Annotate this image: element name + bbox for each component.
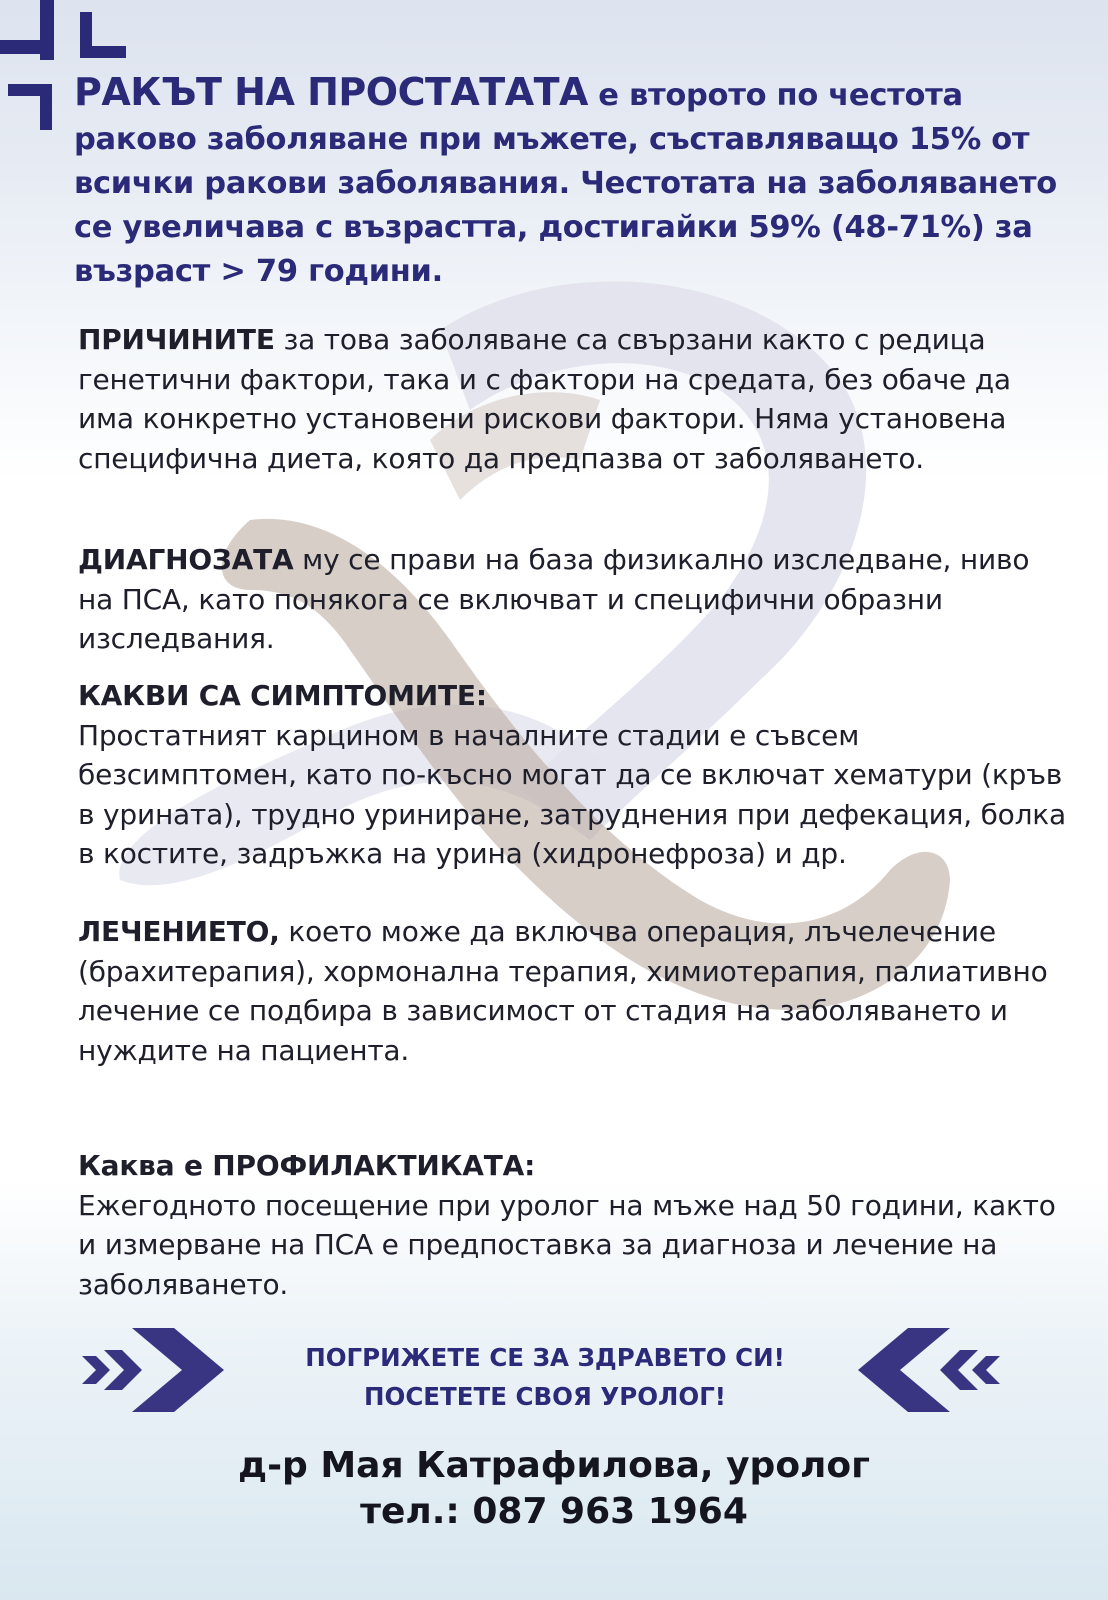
cta-line-1: ПОГРИЖЕТЕ СЕ ЗА ЗДРАВЕТО СИ! [305,1343,785,1372]
symptoms-heading: КАКВИ СА СИМПТОМИТЕ: [78,679,487,712]
causes-section [78,320,1068,478]
cta-text [240,1338,850,1416]
call-to-action [0,1320,1108,1420]
causes-text: за това заболяване са свързани както с редица генетични фактори, така и с фактори на средата, без обаче да има конкретно установени рискови фактори. Няма установена специфична диета, която да предпазва от заболяването. [78,323,1011,475]
prevention-text: Ежегодното посещение при уролог на мъже над 50 години, както и измерване на ПСА е предпоставка за диагноза и лечение на заболяването. [78,1188,1056,1301]
treatment-section [78,912,1068,1070]
cta-line-2: ПОСЕТЕТЕ СВОЯ УРОЛОГ! [364,1382,726,1411]
chevrons-left-icon [850,1320,1020,1420]
intro-text: е второто по честота раково заболяване при мъжете, съставляващо 15% от всички ракови заболявания. Честотата на заболяването се увеличава с възрастта, достигайки 59% (48-71%) за възраст > 79 години. [74,78,1057,289]
signature-block [0,1443,1108,1535]
diagnosis-keyword: ДИАГНОЗАТА [78,543,294,576]
treatment-keyword: ЛЕЧЕНИЕТО, [78,915,280,948]
doctor-phone: тел.: 087 963 1964 [360,1491,748,1532]
prevention-section [78,1146,1068,1304]
prevention-heading: Каква е ПРОФИЛАКТИКАТА: [78,1149,536,1182]
intro-paragraph [74,70,1074,294]
doctor-name: д-р Мая Катрафилова, уролог [238,1445,870,1486]
symptoms-text: Простатният карцином в началните стадии е съвсем безсимптомен, като по-късно могат да се включат хематури (кръв в урината), трудно уриниране, затруднения при дефекация, болка в костите, задръжка на урина (хидронефроза) и др. [78,718,1066,870]
diagnosis-text: му се прави на база физикално изследване, ниво на ПСА, като понякога се включват и специфични образни изследвания. [78,543,1030,655]
causes-keyword: ПРИЧИНИТЕ [78,323,275,356]
diagnosis-section [78,540,1068,659]
treatment-text: което може да включва операция, лъчелечение (брахитерапия), хормонална терапия, химиотерапия, палиативно лечение се подбира в зависимост от стадия на заболяването и нуждите на пациента. [78,915,1048,1067]
chevrons-right-icon [82,1320,242,1420]
intro-headline: РАКЪТ НА ПРОСТАТАТА [74,70,588,114]
symptoms-section [78,676,1068,874]
